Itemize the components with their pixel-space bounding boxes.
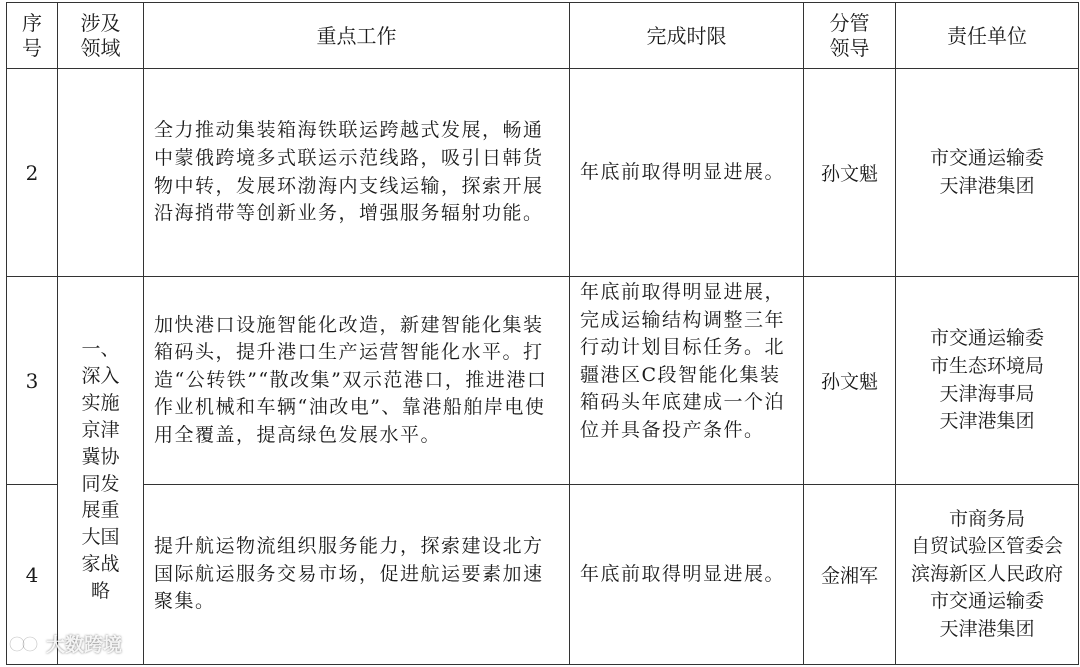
unit-line: 天津港集团: [939, 617, 1035, 640]
header-task: 重点工作: [144, 3, 570, 69]
unit-line: 天津海事局: [939, 382, 1035, 405]
leader-cell: 孙文魁: [804, 69, 896, 277]
unit-cell: [896, 485, 1079, 665]
field-cell: [58, 277, 144, 665]
deadline-cell: 年底前取得明显进展，完成运输结构调整三年行动计划目标任务。北疆港区C段智能化集装箱码头年底建成一个泊位并具备投产条件。: [570, 277, 804, 485]
unit-line: 市交通运输委: [929, 146, 1044, 169]
row-number: 4: [7, 485, 58, 665]
unit-line: 天津港集团: [939, 410, 1035, 433]
unit-line: 市生态环境局: [929, 354, 1044, 377]
deadline-cell: 年底前取得明显进展。: [570, 69, 804, 277]
task-cell: 提升航运物流组织服务能力，探索建设北方国际航运服务交易市场，促进航运要素加速聚集。: [144, 485, 570, 665]
leader-cell: 金湘军: [804, 485, 896, 665]
table-row: [7, 485, 1079, 665]
watermark-logo-icon: [8, 633, 42, 655]
unit-cell: [896, 277, 1079, 485]
table-row: [7, 69, 1079, 277]
task-cell: 加快港口设施智能化改造，新建智能化集装箱码头，提升港口生产运营智能化水平。打造“公转铁”“散改集”双示范港口，推进港口作业机械和车辆“油改电”、靠港船舶岸电使用全覆盖，提高绿色发展水平。: [144, 277, 570, 485]
unit-line: 自贸试验区管委会: [910, 535, 1063, 558]
header-field: 涉及领域: [58, 3, 144, 69]
deadline-cell: 年底前取得明显进展。: [570, 485, 804, 665]
unit-cell: [896, 69, 1079, 277]
header-leader: 分管领导: [804, 3, 896, 69]
unit-line: 市商务局: [948, 507, 1025, 530]
unit-line: 市交通运输委: [929, 590, 1044, 613]
header-num: 序号: [7, 3, 58, 69]
unit-line: 滨海新区人民政府: [910, 562, 1063, 585]
header-deadline: 完成时限: [570, 3, 804, 69]
unit-line: 天津港集团: [939, 174, 1035, 197]
unit-line: 市交通运输委: [929, 327, 1044, 350]
task-cell: 全力推动集装箱海铁联运跨越式发展，畅通中蒙俄跨境多式联运示范线路，吸引日韩货物中转，发展环渤海内支线运输，探索开展沿海捎带等创新业务，增强服务辐射功能。: [144, 69, 570, 277]
header-unit: 责任单位: [896, 3, 1079, 69]
row-number: 2: [7, 69, 58, 277]
leader-cell: 孙文魁: [804, 277, 896, 485]
header-row: [7, 3, 1079, 69]
field-cell-empty: [58, 69, 144, 277]
table-row: [7, 277, 1079, 485]
watermark-text: 大数跨境: [46, 634, 123, 656]
watermark: [8, 630, 122, 657]
work-table: [6, 2, 1079, 665]
row-number: 3: [7, 277, 58, 485]
field-text: 一、深入实施京津冀协同发展重大国家战略: [81, 337, 120, 603]
